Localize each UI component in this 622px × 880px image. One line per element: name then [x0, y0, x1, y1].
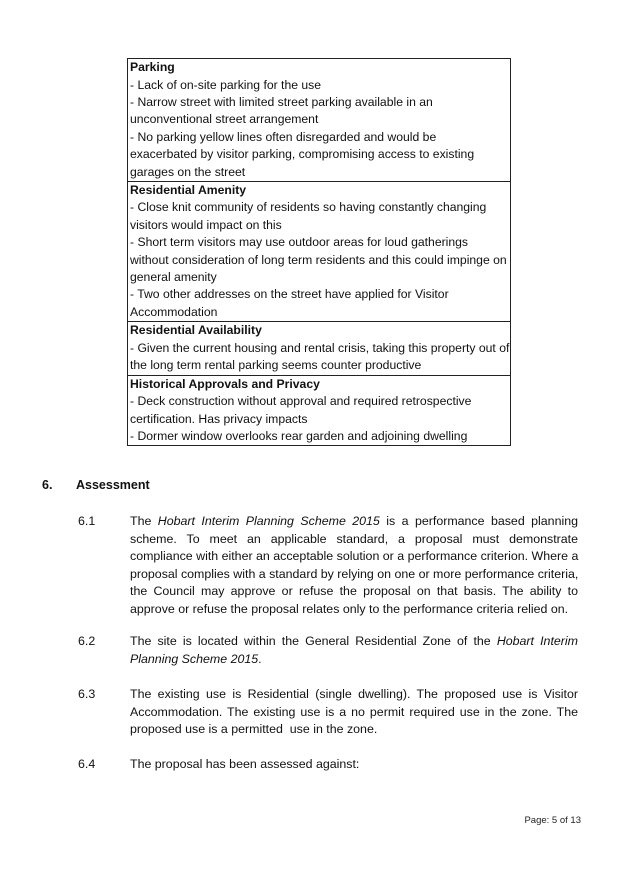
section-heading — [42, 478, 150, 492]
table-line: Accommodation — [130, 304, 218, 319]
section-title: Residential Amenity — [130, 182, 247, 197]
paragraph-line: proposed use is a permitted use in the zone. — [130, 722, 378, 736]
table-line: general amenity — [130, 270, 217, 285]
table-line: the long term rental parking seems counter productive — [130, 358, 422, 373]
table-line: - Lack of on-site parking for the use — [130, 77, 322, 92]
scheme-name: Hobart Interim Planning Scheme 2015 — [157, 514, 380, 528]
page-number: Page: 5 of 13 — [524, 815, 581, 826]
table-line: unconventional street arrangement — [130, 112, 319, 127]
table-line: certification. Has privacy impacts — [130, 411, 308, 426]
section-title: Historical Approvals and Privacy — [130, 376, 320, 391]
concerns-table — [127, 58, 511, 446]
paragraph-line: the Council may approve or refuse the proposal on that basis. The ability to — [130, 584, 578, 598]
paragraph-line: approve or refuse the proposal relates only to the performance criteria relied on. — [130, 601, 569, 616]
paragraph-line: The proposal has been assessed against: — [130, 757, 360, 771]
table-line: exacerbated by visitor parking, compromising access to existing — [130, 147, 475, 162]
paragraph-line: The Hobart Interim Planning Scheme 2015 is a performance based planning — [130, 514, 578, 528]
table-line: - Close knit community of residents so having constantly changing — [130, 200, 487, 215]
table-line: without consideration of long term residents and this could impinge on — [130, 252, 507, 267]
paragraph-number: 6.4 — [78, 757, 96, 771]
table-line: - Short term visitors may use outdoor areas for loud gatherings — [130, 235, 469, 250]
paragraph-6-1 — [78, 513, 578, 618]
paragraph-number: 6.3 — [78, 687, 96, 701]
table-line: - No parking yellow lines often disregarded and would be — [130, 129, 437, 144]
table-line: visitors would impact on this — [130, 217, 282, 232]
table-line: - Two other addresses on the street have applied for Visitor — [130, 287, 449, 302]
paragraph-line: The existing use is Residential (single dwelling). The proposed use is Visitor — [130, 687, 578, 701]
paragraph-6-3 — [78, 686, 578, 739]
paragraph-line: Planning Scheme 2015. — [130, 651, 262, 666]
table-line: - Given the current housing and rental crisis, taking this property out of — [130, 340, 510, 355]
paragraph-line: compliance with either an acceptable solution or a performance criterion. Where a — [130, 549, 579, 563]
section-number: 6. — [42, 478, 53, 492]
paragraph-line: proposal complies with a standard by relying on one or more performance criteria, — [130, 566, 579, 581]
paragraph-line: scheme. To meet an applicable standard, a proposal must demonstrate — [130, 531, 578, 546]
scheme-name: Planning Scheme 2015 — [130, 651, 259, 666]
scheme-name: Hobart Interim — [496, 634, 578, 648]
section-title: Parking — [130, 60, 175, 74]
table-section-residential-amenity — [128, 181, 510, 321]
table-line: - Dormer window overlooks rear garden and adjoining dwelling — [130, 428, 468, 443]
table-line: - Deck construction without approval and required retrospective — [130, 394, 472, 409]
table-section-historical-approvals — [128, 375, 510, 446]
table-section-parking — [128, 59, 510, 181]
paragraph-number: 6.2 — [78, 634, 96, 648]
section-title: Residential Availability — [130, 323, 262, 338]
section-title: Assessment — [76, 478, 150, 492]
paragraph-6-2 — [78, 633, 578, 668]
table-section-residential-availability — [128, 321, 510, 374]
table-line: - Narrow street with limited street parking available in an — [130, 94, 433, 109]
paragraph-line: The site is located within the General Residential Zone of the Hobart Interim — [130, 634, 578, 648]
paragraph-6-4 — [78, 756, 578, 774]
table-line: garages on the street — [130, 164, 246, 179]
paragraph-number: 6.1 — [78, 514, 96, 528]
paragraph-line: Accommodation. The existing use is a no permit required use in the zone. The — [130, 704, 578, 719]
